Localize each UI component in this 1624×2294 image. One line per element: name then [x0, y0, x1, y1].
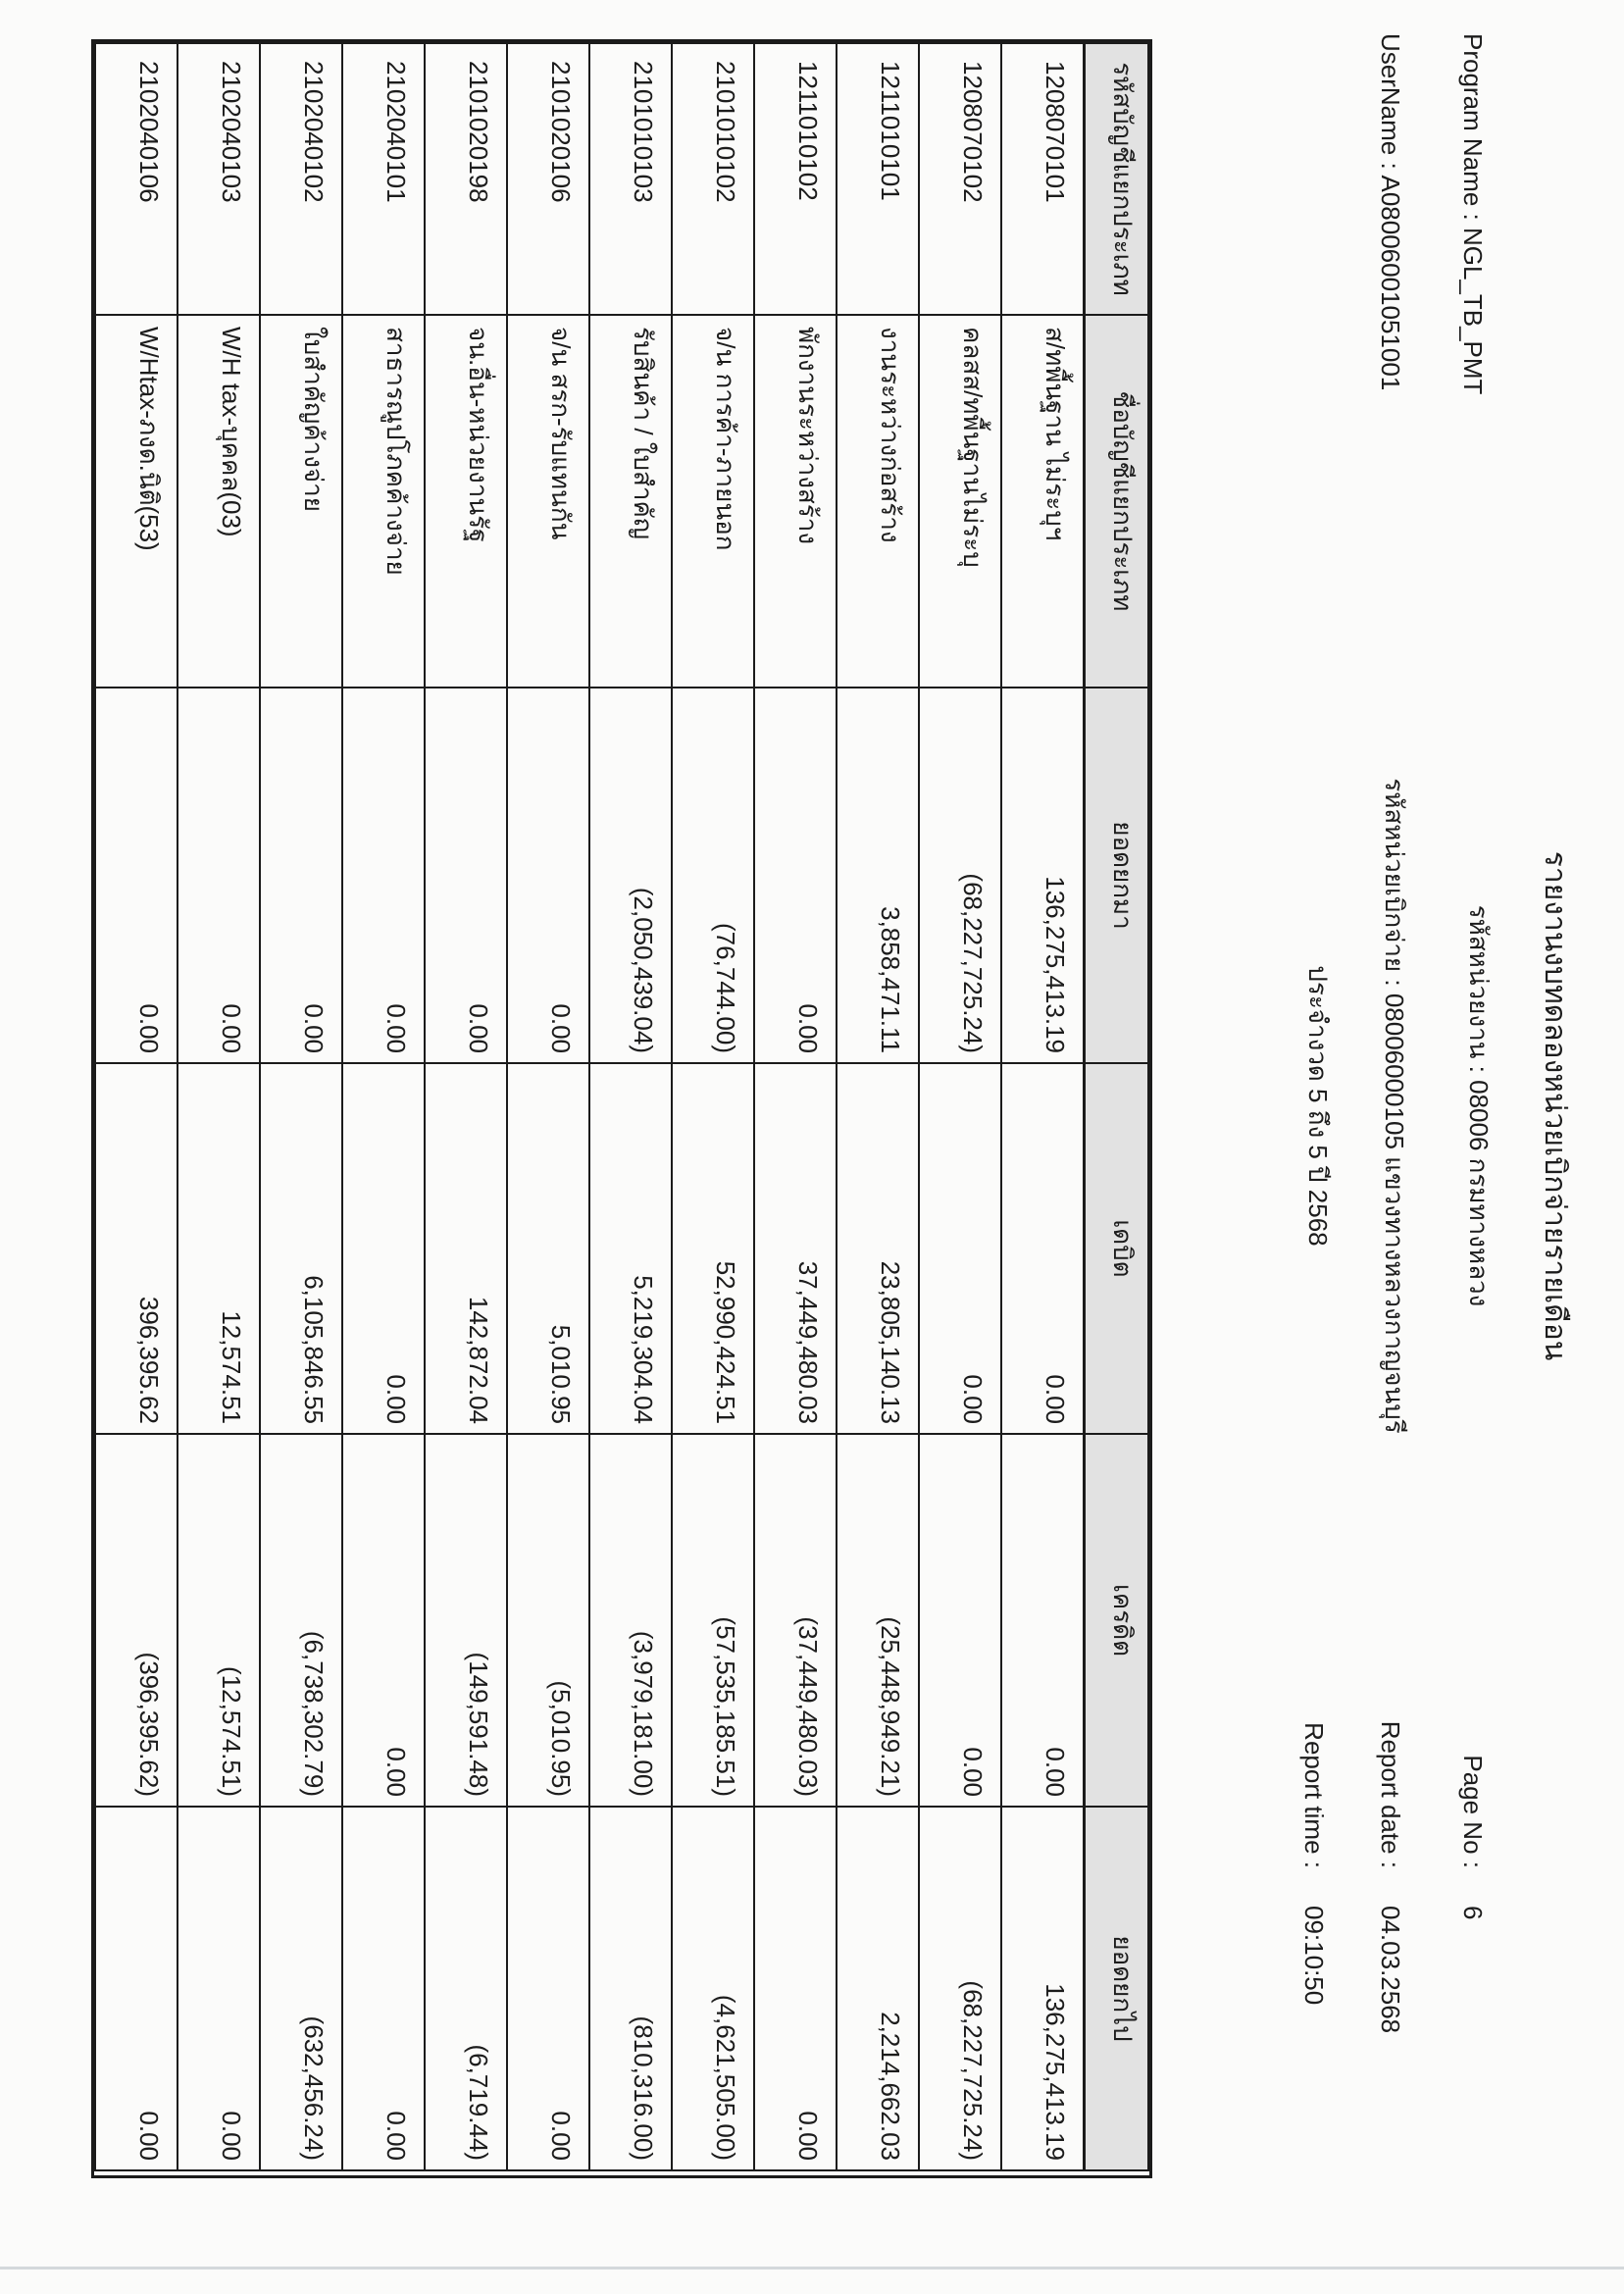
table-row: [754, 43, 837, 2170]
account-name-cell: รับสินค้า / ใบสำคัญ: [589, 315, 672, 688]
balance-cf-cell: (68,227,725.24): [919, 1807, 1001, 2170]
report-time-value: 09:10:50: [1299, 1906, 1329, 2006]
unit-line: รหัสหน่วยเบิกจ่าย : 08006000105 แขวงทางหลวงกาญจนบุรี: [1380, 778, 1409, 1434]
balance-cf-cell: (632,456.24): [260, 1807, 342, 2170]
account-code-cell: 2101020106: [507, 43, 589, 315]
credit-cell: (37,449,480.03): [754, 1434, 837, 1807]
page-no-value: 6: [1458, 1906, 1488, 1920]
col-header-balance-bf: ยอดยกมา: [1085, 688, 1149, 1063]
debit-cell: 23,805,140.13: [837, 1063, 919, 1434]
debit-cell: 0.00: [342, 1063, 425, 1434]
table-row: [178, 43, 260, 2170]
table-row: [260, 43, 342, 2170]
account-code-cell: 1208070102: [919, 43, 1001, 315]
credit-cell: (396,395.62): [95, 1434, 178, 1807]
col-header-debit: เดบิต: [1085, 1063, 1149, 1434]
debit-cell: 12,574.51: [178, 1063, 260, 1434]
balance-bf-cell: 0.00: [178, 688, 260, 1063]
credit-cell: (149,591.48): [425, 1434, 507, 1807]
table-row: [95, 43, 178, 2170]
balance-bf-cell: 0.00: [260, 688, 342, 1063]
balance-bf-cell: 3,858,471.11: [837, 688, 919, 1063]
debit-cell: 37,449,480.03: [754, 1063, 837, 1434]
debit-cell: 5,010.95: [507, 1063, 589, 1434]
program-name-line: Program Name : NGL_TB_PMT: [1458, 33, 1488, 395]
table-row: [672, 43, 754, 2170]
report-title: รายงานงบทดลองหน่วยเบิกจ่ายรายเดือน: [1539, 850, 1571, 1361]
col-header-credit: เครดิต: [1085, 1434, 1149, 1807]
account-code-cell: 2102040101: [342, 43, 425, 315]
credit-cell: (6,738,302.79): [260, 1434, 342, 1807]
balance-cf-cell: 0.00: [754, 1807, 837, 2170]
username-line: UserName : A08006001051001: [1376, 33, 1405, 391]
trial-balance-table: [91, 39, 1152, 2178]
debit-cell: 142,872.04: [425, 1063, 507, 1434]
debit-cell: 0.00: [919, 1063, 1001, 1434]
debit-cell: 0.00: [1001, 1063, 1085, 1434]
col-header-account-name: ชื่อบัญชีแยกประเภท: [1085, 315, 1149, 688]
account-name-cell: พักงานระหว่างสร้าง: [754, 315, 837, 688]
account-code-cell: 1211010101: [837, 43, 919, 315]
account-code-cell: 2101010103: [589, 43, 672, 315]
account-name-cell: W/Htax-ภงด.นิติ(53): [95, 315, 178, 688]
table-row: [342, 43, 425, 2170]
balance-bf-cell: (76,744.00): [672, 688, 754, 1063]
balance-cf-cell: 0.00: [507, 1807, 589, 2170]
period-line: ประจำงวด 5 ถึง 5 ปี 2568: [1303, 965, 1333, 1247]
credit-cell: (3,979,181.00): [589, 1434, 672, 1807]
table-row: [919, 43, 1001, 2170]
table-row: [589, 43, 672, 2170]
balance-cf-cell: (810,316.00): [589, 1807, 672, 2170]
table-row: [425, 43, 507, 2170]
debit-cell: 6,105,846.55: [260, 1063, 342, 1434]
credit-cell: (25,448,949.21): [837, 1434, 919, 1807]
col-header-account-code: รหัสบัญชีแยกประเภท: [1085, 43, 1149, 315]
account-name-cell: จ/น สรก-รับแทนกัน: [507, 315, 589, 688]
balance-bf-cell: 0.00: [342, 688, 425, 1063]
debit-cell: 52,990,424.51: [672, 1063, 754, 1434]
credit-cell: (57,535,185.51): [672, 1434, 754, 1807]
account-code-cell: 1211010102: [754, 43, 837, 315]
balance-bf-cell: (68,227,725.24): [919, 688, 1001, 1063]
balance-bf-cell: 0.00: [754, 688, 837, 1063]
balance-cf-cell: (6,719.44): [425, 1807, 507, 2170]
credit-cell: 0.00: [919, 1434, 1001, 1807]
credit-cell: (12,574.51): [178, 1434, 260, 1807]
balance-bf-cell: 0.00: [425, 688, 507, 1063]
account-code-cell: 2101020198: [425, 43, 507, 315]
col-header-balance-cf: ยอดยกไป: [1085, 1807, 1149, 2170]
account-code-cell: 2102040106: [95, 43, 178, 315]
table-row: [837, 43, 919, 2170]
credit-cell: 0.00: [342, 1434, 425, 1807]
account-code-cell: 2102040102: [260, 43, 342, 315]
page-no-label: Page No :: [1458, 1755, 1488, 1868]
account-name-cell: จ/น การค้า-ภายนอก: [672, 315, 754, 688]
balance-bf-cell: 136,275,413.19: [1001, 688, 1085, 1063]
balance-bf-cell: 0.00: [95, 688, 178, 1063]
debit-cell: 396,395.62: [95, 1063, 178, 1434]
balance-cf-cell: 2,214,662.03: [837, 1807, 919, 2170]
agency-line: รหัสหน่วยงาน : 08006 กรมทางหลวง: [1464, 904, 1494, 1307]
table-row: [1001, 43, 1085, 2170]
debit-cell: 5,219,304.04: [589, 1063, 672, 1434]
balance-cf-cell: 0.00: [95, 1807, 178, 2170]
account-name-cell: งานระหว่างก่อสร้าง: [837, 315, 919, 688]
account-code-cell: 1208070101: [1001, 43, 1085, 315]
credit-cell: 0.00: [1001, 1434, 1085, 1807]
report-date-value: 04.03.2568: [1376, 1906, 1405, 2034]
table-header-row: [1085, 43, 1149, 2170]
balance-cf-cell: 136,275,413.19: [1001, 1807, 1085, 2170]
table-row: [507, 43, 589, 2170]
balance-bf-cell: (2,050,439.04): [589, 688, 672, 1063]
account-name-cell: คลสส/ทพื้นฐานไม่ระบุ: [919, 315, 1001, 688]
balance-cf-cell: 0.00: [342, 1807, 425, 2170]
scan-artifact-line: [0, 2267, 1624, 2269]
balance-cf-cell: 0.00: [178, 1807, 260, 2170]
account-name-cell: ใบสำคัญค้างจ่าย: [260, 315, 342, 688]
account-name-cell: จน.อื่น-หน่วยงานรัฐ: [425, 315, 507, 688]
credit-cell: (5,010.95): [507, 1434, 589, 1807]
balance-cf-cell: (4,621,505.00): [672, 1807, 754, 2170]
report-date-label: Report date :: [1376, 1720, 1405, 1868]
account-name-cell: สาธารณูปโภคค้างจ่าย: [342, 315, 425, 688]
account-name-cell: ส/ทพื้นฐาน ไม่ระบุฯ: [1001, 315, 1085, 688]
report-time-label: Report time :: [1299, 1722, 1329, 1868]
balance-bf-cell: 0.00: [507, 688, 589, 1063]
account-name-cell: W/H tax-บุคคล(03): [178, 315, 260, 688]
account-code-cell: 2101010102: [672, 43, 754, 315]
account-code-cell: 2102040103: [178, 43, 260, 315]
